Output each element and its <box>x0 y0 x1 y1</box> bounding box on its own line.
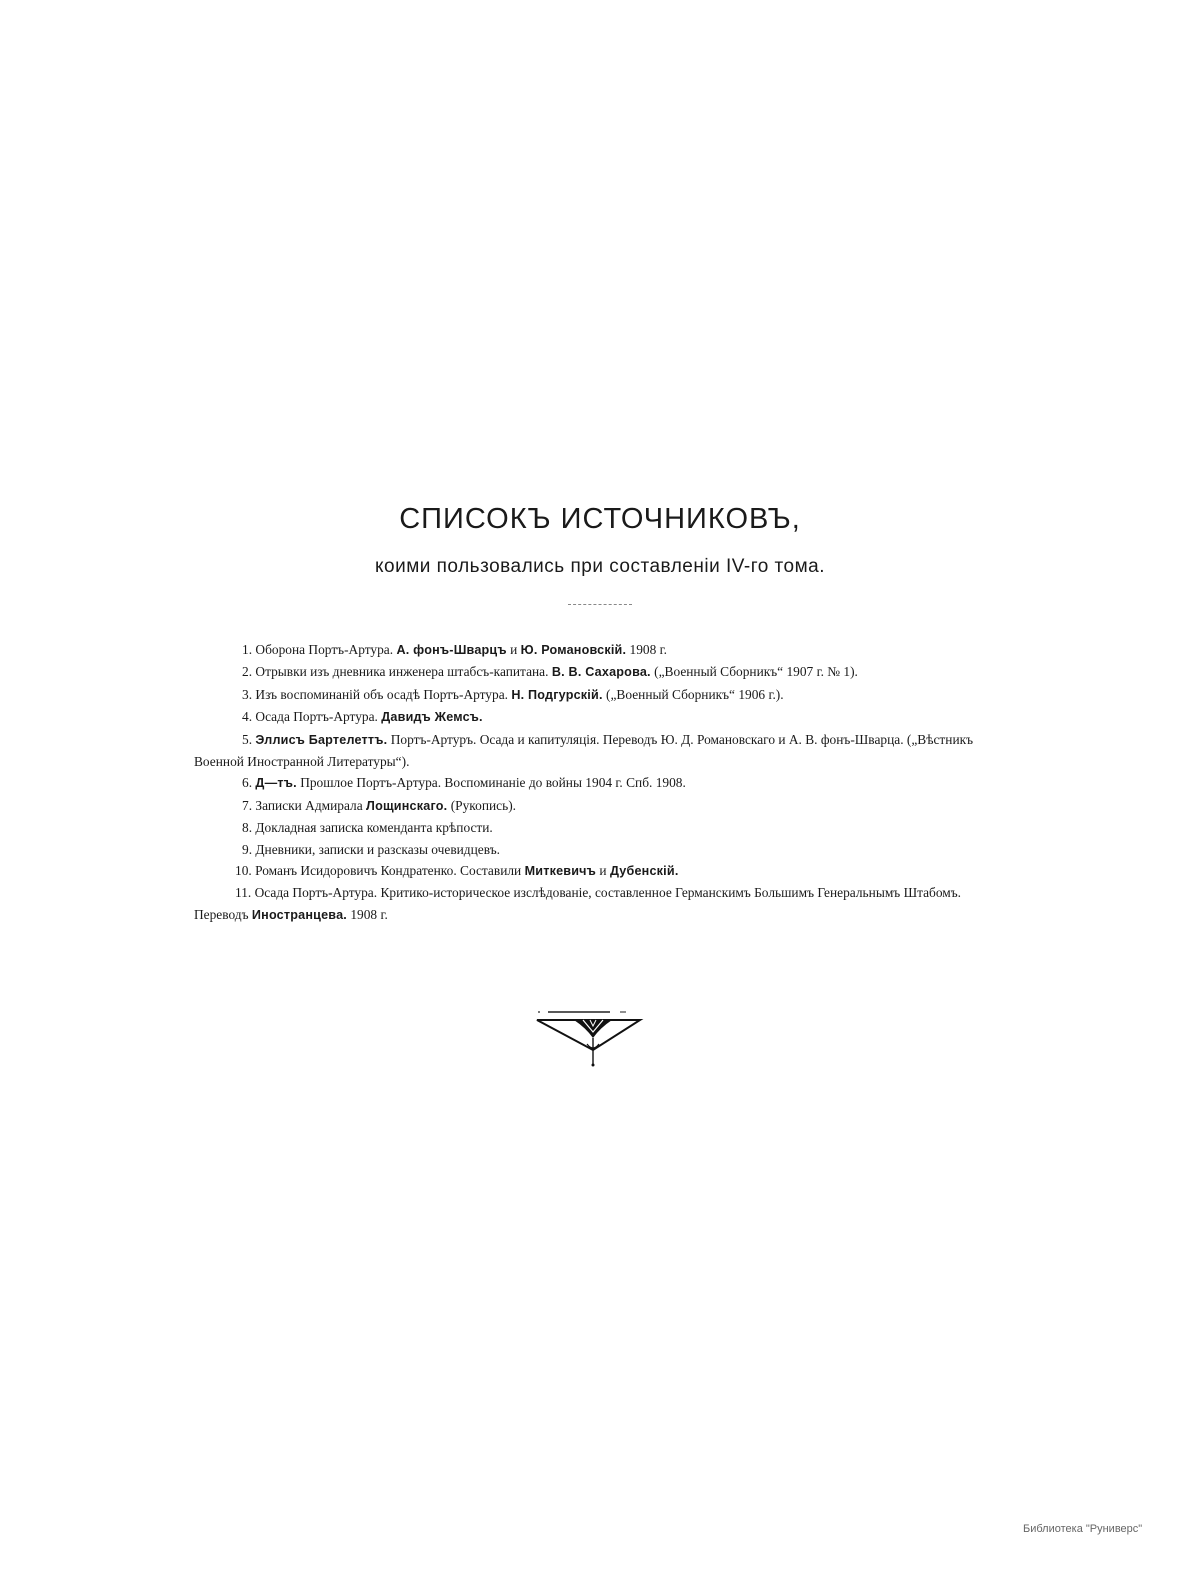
source-year: 1908 г. <box>350 906 388 922</box>
source-text: Изъ воспоминаній объ осадѣ Портъ-Артура. <box>255 686 508 702</box>
page-subtitle: коими пользовались при составленіи IV-го тома. <box>374 556 826 577</box>
title-rule <box>568 604 632 605</box>
source-text: Прошлое Портъ-Артура. Воспоминаніе до войны 1904 г. Спб. 1908. <box>300 775 686 791</box>
source-author: Лощинскаго. <box>366 798 448 813</box>
source-author: Ю. Романовскій. <box>520 643 627 657</box>
source-number: 11. <box>235 885 252 901</box>
source-number: 6. <box>242 775 253 791</box>
source-author: Дубенскій. <box>609 864 679 879</box>
source-number: 3. <box>242 686 253 702</box>
source-text: Оборона Портъ-Артура. <box>255 642 394 657</box>
source-author: А. фонъ-Шварцъ <box>396 643 507 657</box>
page-title: СПИСОКЪ ИСТОЧНИКОВЪ, <box>399 503 801 535</box>
source-publication: („Военный Сборникъ“ 1906 г.). <box>606 686 784 702</box>
source-text: Осада Портъ-Артура. <box>255 709 378 725</box>
library-watermark: Библиотека "Руниверс" <box>1023 1523 1143 1535</box>
source-entry <box>194 684 994 706</box>
source-number: 2. <box>242 664 253 680</box>
source-text: Дневники, записки и разсказы очевидцевъ. <box>255 841 500 857</box>
source-year: 1908 г. <box>629 642 667 657</box>
source-entry <box>194 860 994 882</box>
sources-list <box>194 639 994 926</box>
source-conjunction: и <box>599 863 607 879</box>
source-entry <box>194 839 994 860</box>
source-entry <box>194 639 994 661</box>
source-number: 4. <box>242 709 253 725</box>
source-number: 8. <box>242 820 253 836</box>
source-author: Н. Подгурскій. <box>511 687 603 702</box>
source-note: (Рукопись). <box>450 797 517 813</box>
source-entry <box>194 772 994 794</box>
source-number: 9. <box>242 841 253 857</box>
source-author: Миткевичъ <box>524 864 597 879</box>
source-text: Романъ Исидоровичъ Кондратенко. Составили <box>255 863 522 879</box>
source-number: 5. <box>242 731 253 747</box>
source-entry <box>194 882 994 926</box>
source-entry <box>194 729 994 773</box>
source-conjunction: и <box>510 642 518 657</box>
end-ornament-icon <box>534 1008 644 1068</box>
source-entry <box>194 817 994 838</box>
source-author: В. В. Сахарова. <box>551 665 651 680</box>
source-author: Эллисъ Бартелеттъ. <box>255 732 388 747</box>
source-number: 1. <box>242 642 253 657</box>
source-text: Осада Портъ-Артура. Критико-историческое изслѣдованіе, составленное Германскимъ Большимъ Генеральнымъ Штабомъ. Переводъ <box>194 885 962 922</box>
source-text: Отрывки изъ дневника инженера штабсъ-капитана. <box>255 664 549 680</box>
source-author: Д—тъ. <box>255 776 297 791</box>
source-entry <box>194 706 994 728</box>
source-entry <box>194 795 994 817</box>
source-author: Давидъ Жемсъ. <box>381 710 483 725</box>
source-number: 7. <box>242 797 253 813</box>
source-text: Записки Адмирала <box>255 797 363 813</box>
source-number: 10. <box>235 863 252 879</box>
source-text: Портъ-Артуръ. Осада и капитуляція. Переводъ Ю. Д. Романовскаго и А. В. фонъ-Шварца. („Вѣстникъ Военной Иностранной Литературы“). <box>194 731 974 770</box>
source-text: Докладная записка коменданта крѣпости. <box>255 820 493 836</box>
source-entry <box>194 661 994 683</box>
source-author: Иностранцева. <box>251 907 347 922</box>
source-publication: („Военный Сборникъ“ 1907 г. № 1). <box>654 664 858 680</box>
